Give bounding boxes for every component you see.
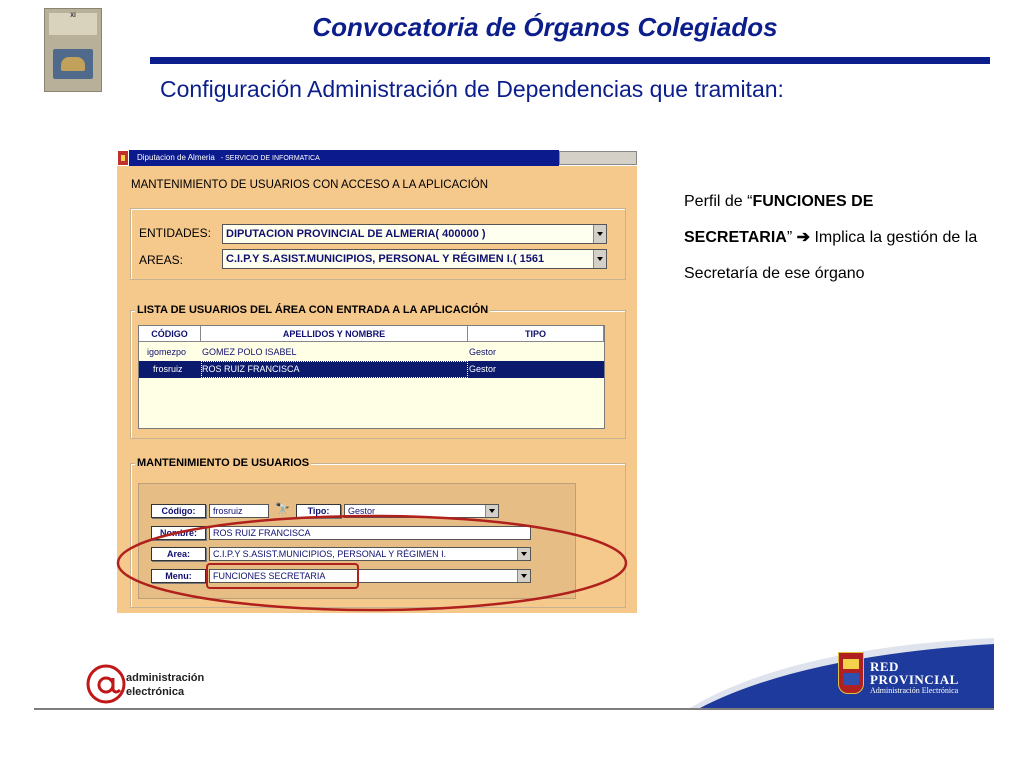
nombre-button[interactable]: Nombre: [151,526,206,540]
window-service: - SERVICIO DE INFORMATICA [220,155,320,162]
desc-profile-name: FUNCIONES DE SECRETARIA [684,193,874,246]
slide-title: Convocatoria de Órganos Colegiados [312,12,778,42]
logo-text-line2: electrónica [126,686,185,698]
menu-button[interactable]: Menu: [151,569,206,583]
red-provincial-line2: PROVINCIAL [870,672,959,687]
highlight-box [207,564,358,588]
menu-value: FUNCIONES SECRETARIA [213,571,326,581]
maintenance-title: MANTENIMIENTO DE USUARIOS [137,457,310,469]
row-type: Gestor [469,347,497,357]
row-code: frosruiz [153,364,183,374]
area-value: C.I.P.Y S.ASIST.MUNICIPIOS, PERSONAL Y RÉGIMEN I. [213,549,447,559]
codigo-input[interactable]: frosruiz [209,504,269,518]
arrow-right-icon: ➔ [796,229,811,246]
entidades-label: ENTIDADES: [139,226,212,240]
entidades-value: DIPUTACION PROVINCIAL DE ALMERIA( 400000 ) [226,228,486,240]
column-header-type[interactable]: TIPO [468,326,604,342]
provincial-shield-icon [838,652,864,694]
highlight-ellipse [118,516,626,610]
area-button[interactable]: Area: [151,547,206,561]
areas-value: C.I.P.Y S.ASIST.MUNICIPIOS, PERSONAL Y RÉGIMEN I.( 1561 [226,253,545,265]
areas-label: AREAS: [139,253,184,267]
binoculars-icon[interactable]: 🔭 [275,502,290,516]
row-type: Gestor [469,364,497,374]
window-heading: MANTENIMIENTO DE USUARIOS CON ACCESO A LA APLICACIÓN [131,179,489,191]
at-logo-icon [86,664,126,704]
nombre-input[interactable]: ROS RUIZ FRANCISCA [209,526,531,540]
red-provincial-line3: Administración Electrónica [870,686,959,695]
slide-subtitle: Configuración Administración de Dependencias que tramitan: [160,76,784,102]
red-provincial-line1: RED [870,659,899,674]
column-header-name[interactable]: APELLIDOS Y NOMBRE [201,326,468,342]
row-name: GOMEZ POLO ISABEL [202,347,297,357]
logo-text-line1: administración [126,672,205,684]
desc-prefix: Perfil de “ [684,193,753,210]
row-name: ROS RUIZ FRANCISCA [202,364,300,374]
profile-description [684,184,984,292]
window-org: Diputacion de Almeria [137,153,215,162]
row-code: igomezpo [147,347,187,357]
column-header-code[interactable]: CÓDIGO [139,326,201,342]
cover-label: XI [70,13,76,19]
desc-rest: Implica la gestión de la Secretaría de ese órgano [684,229,978,282]
desc-mid: ” [786,229,797,246]
tipo-value: Gestor [348,506,376,516]
codigo-button[interactable]: Código: [151,504,206,518]
tipo-button[interactable]: Tipo: [296,504,341,518]
user-list-title: LISTA DE USUARIOS DEL ÁREA CON ENTRADA A LA APLICACIÓN [137,304,489,316]
